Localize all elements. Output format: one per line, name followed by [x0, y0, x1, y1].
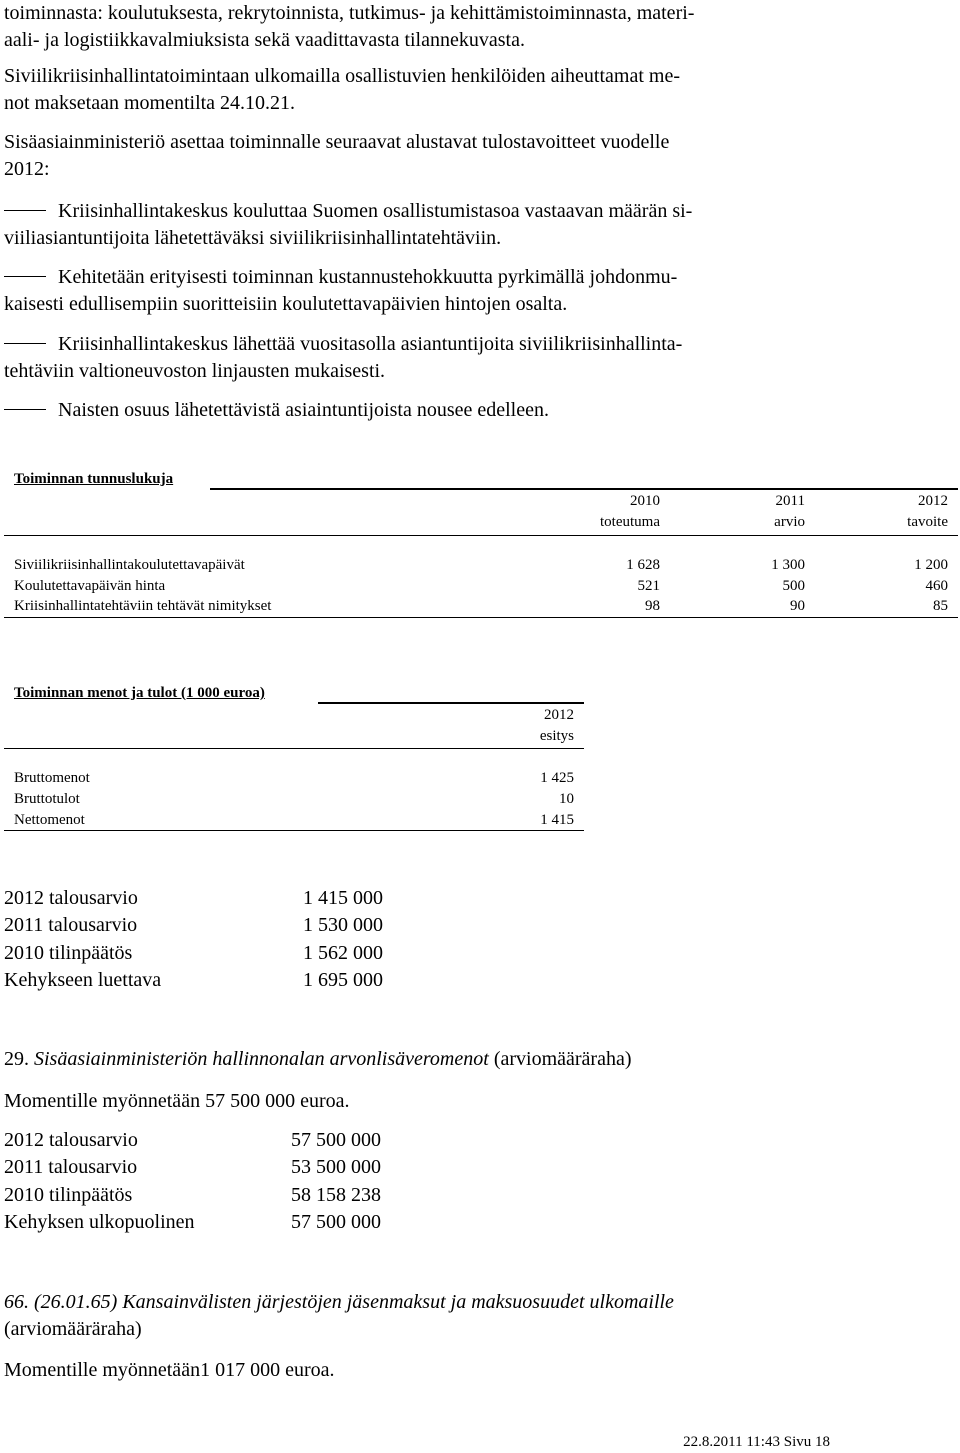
para2-line-2: not maksetaan momentilta 24.10.21. — [4, 92, 296, 114]
bullet-item — [4, 397, 834, 424]
kpi-cell: 90 — [790, 598, 805, 614]
para3-line-1: Sisäasiainministeriö asettaa toiminnalle seuraavat alustavat tulostavoitteet vuodelle — [4, 131, 670, 153]
budget-value: 1 695 000 — [303, 969, 383, 991]
dash-icon — [4, 276, 46, 277]
expense-header-rule — [4, 748, 584, 749]
section-29-text: Momentille myönnetään 57 500 000 euroa. — [4, 1090, 350, 1112]
bullet-item — [4, 331, 834, 358]
dash-icon — [4, 343, 46, 344]
kpi-header-year: 2012 — [918, 493, 948, 509]
section-29-heading — [4, 1045, 904, 1073]
budget-label: 2010 tilinpäätös — [4, 1184, 133, 1206]
section-66-title: 66. (26.01.65) Kansainvälisten järjestöjen jäsenmaksut ja maksuosuudet ulkomaille — [4, 1291, 674, 1313]
kpi-table-title: Toiminnan tunnuslukuja — [14, 471, 174, 487]
bullet-item — [4, 264, 834, 291]
budget-label: 2011 talousarvio — [4, 1156, 138, 1178]
kpi-cell: 85 — [933, 598, 948, 614]
kpi-cell: 1 200 — [914, 557, 948, 573]
bullet-text: Kehitetään erityisesti toiminnan kustannustehokkuutta pyrkimällä johdonmu- — [58, 266, 678, 288]
expense-cell: 1 415 — [540, 812, 574, 828]
kpi-row-label: Siviilikriisinhallintakoulutettavapäivät — [14, 557, 245, 573]
kpi-cell: 521 — [637, 578, 660, 594]
kpi-header-sub: toteutuma — [600, 514, 660, 530]
bullet-text: Naisten osuus lähetettävistä asiaintuntijoista nousee edelleen. — [58, 399, 549, 421]
kpi-cell: 1 628 — [626, 557, 660, 573]
expense-header-year: 2012 — [544, 707, 574, 723]
budget-value: 58 158 238 — [291, 1184, 381, 1206]
page-footer: 22.8.2011 11:43 Sivu 18 — [683, 1434, 830, 1450]
budget-label: 2010 tilinpäätös — [4, 942, 133, 964]
kpi-header-year: 2011 — [775, 493, 805, 509]
bullet-text: Kriisinhallintakeskus kouluttaa Suomen osallistumistasoa vastaavan määrän si- — [58, 200, 693, 222]
section-29-number: 29. — [4, 1048, 29, 1070]
dash-icon — [4, 409, 46, 410]
expense-bottom-rule — [4, 830, 584, 831]
kpi-header-rule — [4, 535, 958, 536]
section-29-title: Sisäasiainministeriön hallinnonalan arvonlisäveromenot — [34, 1048, 489, 1070]
kpi-cell: 1 300 — [771, 557, 805, 573]
budget-value: 1 530 000 — [303, 914, 383, 936]
bullet-continuation: kaisesti edullisempiin suoritteisiin koulutettavapäivien hintojen osalta. — [4, 293, 568, 315]
budget-value: 53 500 000 — [291, 1156, 381, 1178]
section-66-text: Momentille myönnetään1 017 000 euroa. — [4, 1359, 335, 1381]
bullet-item — [4, 198, 834, 225]
section-66-suffix: (arviomääräraha) — [4, 1318, 142, 1340]
budget-value: 57 500 000 — [291, 1129, 381, 1151]
kpi-header-year: 2010 — [630, 493, 660, 509]
expense-cell: 10 — [559, 791, 574, 807]
kpi-row-label: Koulutettavapäivän hinta — [14, 578, 166, 594]
kpi-header-sub: arvio — [774, 514, 805, 530]
para2-line-1: Siviilikriisinhallintatoimintaan ulkomailla osallistuvien henkilöiden aiheuttamat me- — [4, 65, 680, 87]
expense-header-sub: esitys — [539, 728, 574, 744]
kpi-cell: 460 — [925, 578, 948, 594]
bullet-continuation: viiliasiantuntijoita lähetettäväksi siviilikriisinhallintatehtäviin. — [4, 227, 502, 249]
budget-label: 2011 talousarvio — [4, 914, 138, 936]
budget-label: Kehyksen ulkopuolinen — [4, 1211, 195, 1233]
kpi-bottom-rule — [4, 617, 958, 618]
expense-cell: 1 425 — [540, 770, 574, 786]
intro-line-2: aali- ja logistiikkavalmiuksista sekä vaadittavasta tilannekuvasta. — [4, 29, 525, 51]
budget-value: 1 562 000 — [303, 942, 383, 964]
expense-row-label: Bruttomenot — [14, 770, 90, 786]
kpi-header-sub: tavoite — [907, 514, 948, 530]
budget-label: Kehykseen luettava — [4, 969, 162, 991]
budget-value: 57 500 000 — [291, 1211, 381, 1233]
budget-label: 2012 talousarvio — [4, 887, 138, 909]
expense-row-label: Bruttotulot — [14, 791, 80, 807]
kpi-cell: 500 — [782, 578, 805, 594]
kpi-row-label: Kriisinhallintatehtäviin tehtävät nimitykset — [14, 598, 272, 614]
expense-table-title: Toiminnan menot ja tulot (1 000 euroa) — [14, 685, 265, 701]
kpi-table-top-rule — [210, 488, 958, 490]
kpi-cell: 98 — [645, 598, 660, 614]
bullet-continuation: tehtäviin valtioneuvoston linjausten mukaisesti. — [4, 360, 386, 382]
section-29-suffix: (arviomääräraha) — [493, 1048, 632, 1070]
dash-icon — [4, 210, 46, 211]
expense-row-label: Nettomenot — [14, 812, 85, 828]
expense-table-top-rule — [318, 702, 584, 704]
budget-label: 2012 talousarvio — [4, 1129, 138, 1151]
para3-line-2: 2012: — [4, 158, 50, 180]
bullet-text: Kriisinhallintakeskus lähettää vuositasolla asiantuntijoita siviilikriisinhallinta- — [58, 333, 683, 355]
budget-value: 1 415 000 — [303, 887, 383, 909]
intro-line-1: toiminnasta: koulutuksesta, rekrytoinnista, tutkimus- ja kehittämistoiminnasta, materi- — [4, 2, 695, 24]
